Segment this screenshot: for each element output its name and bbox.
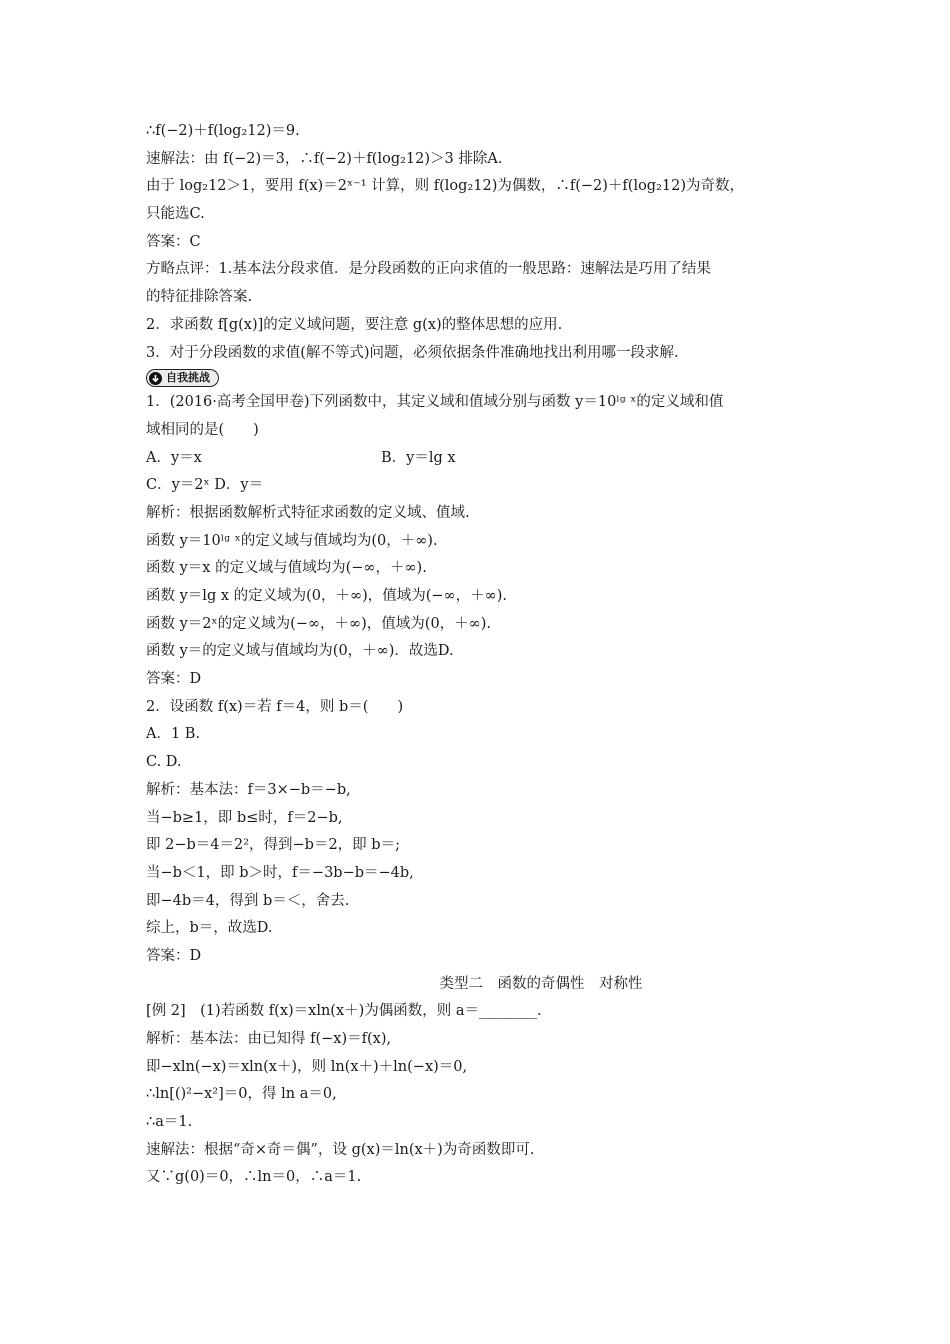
text-line: 只能选C.	[146, 206, 205, 223]
text-line: ∴f(−2)＋f(log₂12)＝9.	[146, 123, 300, 139]
solution-line: 当−b＜1，即 b＞时，f＝−3b−b＝−4b,	[146, 864, 414, 881]
option-a: A．y＝x	[146, 449, 202, 466]
section-title: 类型二 函数的奇偶性 对称性	[439, 975, 643, 992]
solution-line: 解析：根据函数解析式特征求函数的定义域、值域.	[146, 504, 470, 521]
solution-line: 函数 y＝2ˣ的定义域为(−∞，＋∞)，值域为(0，＋∞).	[146, 615, 492, 632]
solution-line: 函数 y＝x 的定义域与值域均为(−∞，＋∞).	[146, 560, 427, 577]
solution-line: 函数 y＝的定义域与值域均为(0，＋∞)．故选D.	[146, 643, 454, 660]
badge-label: 自我挑战	[166, 371, 210, 385]
self-challenge-badge-row	[146, 367, 816, 389]
example-line: [例 2] (1)若函数 f(x)＝xln(x＋)为偶函数，则 a＝________.	[146, 1003, 542, 1020]
down-arrow-circle-icon	[149, 372, 162, 385]
question-1-stem: 1．(2016·高考全国甲卷)下列函数中，其定义域和值域分别与函数 y＝10ˡᵍ ˣ的定义域和值	[146, 394, 724, 411]
solution-line: 函数 y＝lg x 的定义域为(0，＋∞)，值域为(−∞，＋∞).	[146, 588, 507, 604]
question-2-options-ab: A．1 B.	[146, 726, 201, 743]
question-1-stem: 域相同的是( )	[146, 421, 259, 438]
example-line: 又∵g(0)＝0，∴ln＝0，∴a＝1.	[146, 1169, 362, 1186]
question-1-options-ab	[146, 445, 816, 473]
example-line: 速解法：根据“奇×奇＝偶”，设 g(x)＝ln(x＋)为奇函数即可.	[146, 1141, 535, 1158]
text-line: 方略点评：1.基本法分段求值．是分段函数的正向求值的一般思路：速解法是巧用了结果	[146, 261, 711, 278]
answer-line: 答案：D	[146, 947, 202, 964]
option-b: B．y＝lg x	[381, 449, 456, 466]
example-line: ∴ln[()²−x²]＝0，得 ln a＝0,	[146, 1086, 337, 1103]
text-line: 3．对于分段函数的求值(解不等式)问题，必须依据条件准确地找出利用哪一段求解.	[146, 344, 679, 361]
solution-line: 当−b≥1，即 b≤时，f＝2−b,	[146, 809, 343, 826]
document-page	[146, 118, 816, 1192]
text-line: 的特征排除答案.	[146, 289, 253, 306]
solution-line: 综上，b＝，故选D.	[146, 920, 273, 937]
solution-line: 即 2−b＝4＝2²，得到−b＝2，即 b＝;	[146, 837, 400, 854]
example-line: 解析：基本法：由已知得 f(−x)＝f(x),	[146, 1031, 392, 1047]
text-line: 速解法：由 f(−2)＝3，∴f(−2)＋f(log₂12)＞3 排除A.	[146, 150, 503, 167]
example-line: ∴a＝1.	[146, 1114, 193, 1131]
solution-line: 即−4b＝4，得到 b＝＜，舍去.	[146, 892, 350, 909]
question-2-options-cd: C. D.	[146, 754, 182, 771]
solution-line: 解析：基本法：f＝3×−b＝−b,	[146, 781, 351, 798]
solution-line: 函数 y＝10ˡᵍ ˣ的定义域与值域均为(0，＋∞).	[146, 532, 438, 549]
answer-line: 答案：D	[146, 671, 202, 688]
text-line: 由于 log₂12＞1，要用 f(x)＝2ˣ⁻¹ 计算，则 f(log₂12)为偶数，∴f(−2)＋f(log₂12)为奇数，	[146, 178, 745, 195]
text-line: 2．求函数 f[g(x)]的定义域问题，要注意 g(x)的整体思想的应用.	[146, 316, 563, 333]
question-2-stem: 2．设函数 f(x)＝若 f＝4，则 b＝( )	[146, 698, 404, 715]
example-line: 即−xln(−x)＝xln(x＋)，则 ln(x＋)＋ln(−x)＝0,	[146, 1058, 468, 1075]
answer-line: 答案：C	[146, 233, 201, 250]
self-challenge-badge	[146, 369, 219, 387]
question-1-options-cd: C．y＝2ˣ D．y＝	[146, 477, 264, 494]
